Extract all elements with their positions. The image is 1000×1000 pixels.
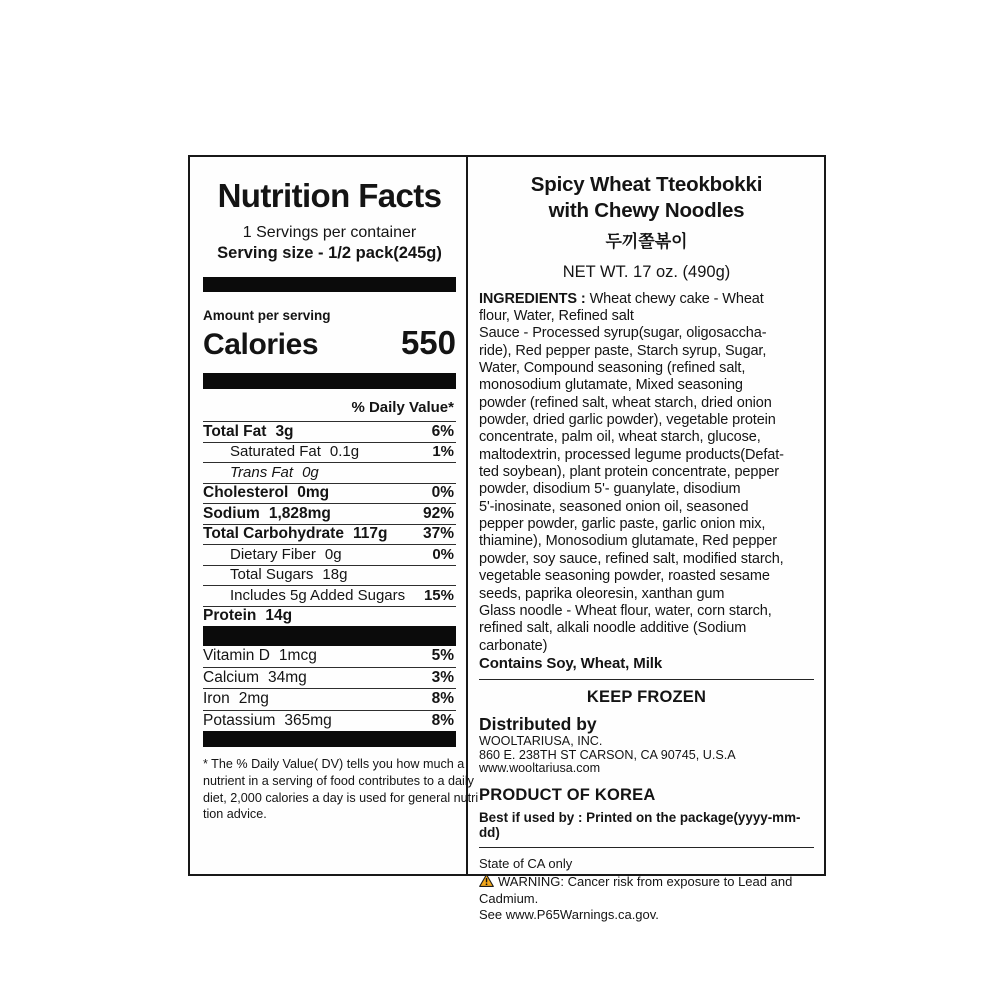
ingredient-line: powder, dried garlic powder), vegetable protein <box>479 412 776 429</box>
contains-statement: Contains Soy, Wheat, Milk <box>479 654 663 672</box>
nutrient-row-added-sugars <box>203 586 456 607</box>
ingredient-line: Sauce - Processed syrup(sugar, oligosaccha- <box>479 325 767 342</box>
vitamin-row-calcium <box>203 668 456 690</box>
daily-value-footnote <box>203 756 479 822</box>
nutrient-dv: 6% <box>431 422 454 440</box>
amount-per-serving-label: Amount per serving <box>203 308 331 324</box>
best-if-used-by: Best if used by : Printed on the package(yyyy-mm-dd) <box>479 810 801 841</box>
thick-divider-bar <box>203 373 456 389</box>
nutrient-dv: 0% <box>431 484 454 502</box>
distributor-website: www.wooltariusa.com <box>479 761 601 776</box>
warning-triangle-icon <box>479 874 494 891</box>
state-of-ca-only: State of CA only <box>479 856 573 872</box>
vitamin-row-iron <box>203 689 456 711</box>
ingredient-line: vegetable seasoning powder, roasted sesame <box>479 568 770 585</box>
ingredient-line: seeds, paprika oleoresin, xanthan gum <box>479 585 725 602</box>
ingredients-label: INGREDIENTS : <box>479 290 586 307</box>
prop65-warning-line <box>479 874 814 907</box>
nutrient-name: Protein <box>203 607 257 625</box>
ingredient-line <box>479 291 814 308</box>
ingredient-line: pepper powder, garlic paste, garlic onion mix, <box>479 516 766 533</box>
vitamin-row-vitamin-d <box>203 646 456 668</box>
nutrient-row-saturated-fat <box>203 443 456 464</box>
vitamin-name: Potassium <box>203 711 276 729</box>
ingredient-line: powder, soy sauce, refined salt, modified starch, <box>479 550 784 567</box>
nutrient-amount: 0mg <box>297 484 330 502</box>
vitamin-amount: 34mg <box>267 668 307 686</box>
net-weight: NET WT. 17 oz. (490g) <box>562 262 731 281</box>
nutrient-name: Dietary Fiber <box>230 545 316 563</box>
distributor-name: WOOLTARIUSA, INC. <box>479 734 603 749</box>
nutrient-row-total-fat <box>203 422 456 443</box>
vitamin-name: Calcium <box>203 668 259 686</box>
nutrient-row-dietary-fiber <box>203 545 456 566</box>
ingredients-first-line: Wheat chewy cake - Wheat <box>589 290 764 307</box>
nutrient-row-protein <box>203 607 456 627</box>
nutrition-facts-title: Nutrition Facts <box>217 177 442 214</box>
vitamin-dv: 5% <box>431 647 454 665</box>
ingredient-line: concentrate, palm oil, wheat starch, glucose, <box>479 429 761 446</box>
ingredient-line: ted soybean), plant protein concentrate, pepper <box>479 464 780 481</box>
serving-size: Serving size - 1/2 pack(245g) <box>217 244 442 263</box>
nutrient-row-cholesterol <box>203 484 456 505</box>
keep-frozen-notice: KEEP FROZEN <box>586 688 707 707</box>
nutrient-amount: 0g <box>324 545 342 563</box>
nutrient-name: Total Carbohydrate <box>203 525 344 543</box>
nutrient-amount: 0.1g <box>329 443 360 461</box>
thick-divider-bar <box>203 626 456 646</box>
nutrient-dv: 37% <box>422 525 454 543</box>
nutrient-amount: 18g <box>322 566 348 584</box>
nutrition-facts-panel <box>190 157 479 874</box>
nutrient-name: Saturated Fat <box>230 443 321 461</box>
separator-rule <box>479 847 814 848</box>
product-title-korean: 두끼쫄볶이 <box>605 231 688 251</box>
ingredient-line: maltodextrin, processed legume products(Defat- <box>479 446 784 463</box>
thick-divider-bar <box>203 277 456 292</box>
nutrient-row-sodium <box>203 504 456 525</box>
nutrient-amount: 1,828mg <box>268 504 331 522</box>
nutrient-row-total-sugars <box>203 566 456 587</box>
footnote-line: tion advice. <box>203 807 267 822</box>
distributed-by-heading: Distributed by <box>479 714 597 735</box>
product-title <box>479 172 814 224</box>
vitamin-amount: 365mg <box>284 711 332 729</box>
warning-text: WARNING: Cancer risk from exposure to Lead and Cadmium. <box>479 874 793 907</box>
nutrient-name: Total Sugars <box>230 566 314 584</box>
daily-value-header: % Daily Value* <box>203 389 456 422</box>
nutrient-amount: 14g <box>265 607 293 625</box>
vitamin-name: Vitamin D <box>203 647 270 665</box>
servings-per-container: 1 Servings per container <box>242 224 417 241</box>
ingredient-line: refined salt, alkali noodle additive (Sodium <box>479 620 747 637</box>
nutrient-amount: 0g <box>302 463 319 481</box>
calories-value: 550 <box>400 324 456 362</box>
ingredients-paragraph <box>479 291 814 673</box>
nutrient-dv: 92% <box>422 504 454 522</box>
footnote-line: * The % Daily Value( DV) tells you how much a <box>203 757 465 772</box>
ingredient-line: powder, disodium 5'- guanylate, disodium <box>479 481 741 498</box>
nutrient-row-trans-fat <box>203 463 456 484</box>
nutrient-dv: 15% <box>423 586 454 604</box>
thick-divider-bar <box>203 731 456 747</box>
ingredient-line: Glass noodle - Wheat flour, water, corn starch, <box>479 602 772 619</box>
product-title-line1: Spicy Wheat Tteokbokki <box>530 173 763 196</box>
nutrient-name: Sodium <box>203 504 260 522</box>
product-title-line2: with Chewy Noodles <box>548 198 745 222</box>
nutrition-label <box>188 155 826 923</box>
warning-url: See www.P65Warnings.ca.gov. <box>479 907 659 923</box>
ingredient-line: flour, Water, Refined salt <box>479 308 634 324</box>
ingredient-line: monosodium glutamate, Mixed seasoning <box>479 377 743 394</box>
vitamin-dv: 8% <box>431 711 454 729</box>
vitamin-name: Iron <box>203 690 230 708</box>
vitamin-dv: 8% <box>431 690 454 708</box>
nutrient-name: Cholesterol <box>203 484 289 502</box>
ingredient-line: Water, Compound seasoning (refined salt, <box>479 360 746 377</box>
ingredient-line: powder (refined salt, wheat starch, dried onion <box>479 394 772 411</box>
vitamin-row-potassium <box>203 711 456 732</box>
vitamin-dv: 3% <box>431 668 454 686</box>
nutrient-row-total-carbohydrate <box>203 525 456 546</box>
nutrient-name: Trans Fat <box>230 463 294 481</box>
nutrient-name: Total Fat <box>203 422 267 440</box>
ingredient-line: 5'-inosinate, seasoned onion oil, seasoned <box>479 498 749 515</box>
calories-row <box>203 326 456 360</box>
nutrient-amount: 3g <box>275 422 294 440</box>
footnote-line: nutrient in a serving of food contributes to a daily <box>203 774 474 788</box>
vitamin-amount: 1mcg <box>278 647 317 665</box>
calories-label: Calories <box>203 328 319 362</box>
nutrient-dv: 0% <box>432 545 454 563</box>
ingredient-line: carbonate) <box>479 637 548 654</box>
nutrient-amount: 117g <box>352 525 388 543</box>
vitamin-amount: 2mg <box>238 690 269 708</box>
nutrient-dv: 1% <box>432 443 454 461</box>
distributor-address: 860 E. 238TH ST CARSON, CA 90745, U.S.A <box>479 747 736 762</box>
nutrient-name: Includes 5g Added Sugars <box>230 586 406 604</box>
ingredient-line: thiamine), Monosodium glutamate, Red pepper <box>479 533 777 550</box>
ingredient-line: ride), Red pepper paste, Starch syrup, Sugar, <box>479 342 767 359</box>
footnote-line: diet, 2,000 calories a day is used for general nutri <box>203 790 479 805</box>
product-info-panel <box>468 157 824 923</box>
product-of-korea: PRODUCT OF KOREA <box>479 786 656 805</box>
ca-prop65-block <box>479 854 814 923</box>
